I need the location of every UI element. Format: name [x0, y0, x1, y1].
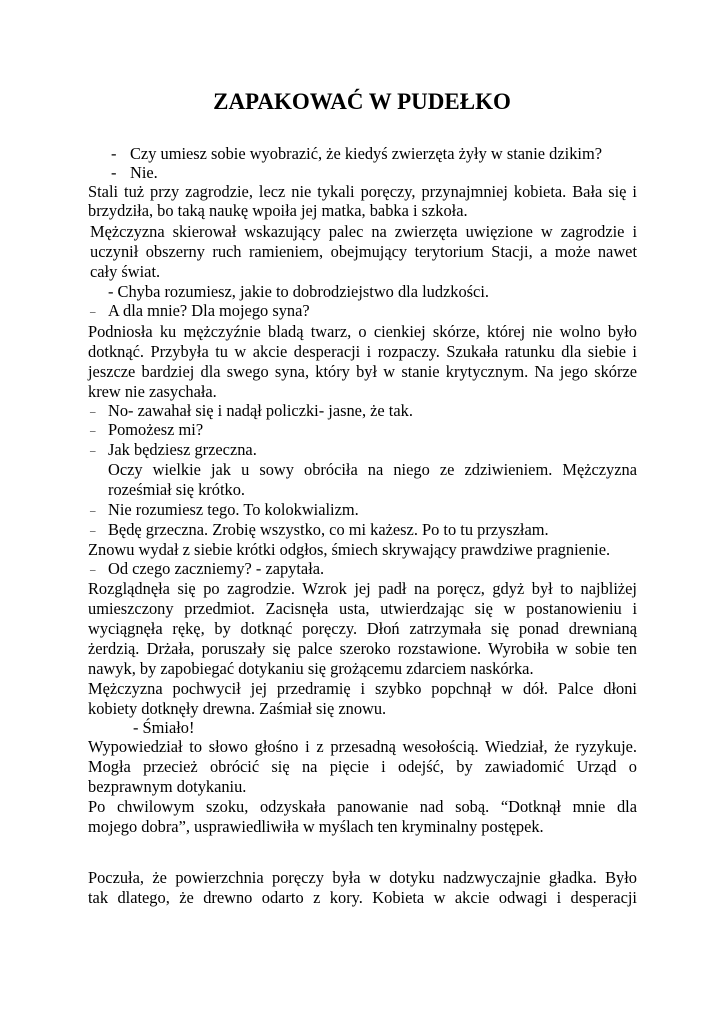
text-line: Nie. — [130, 163, 158, 182]
text-line: Mężczyzna skierował wskazujący palec na zwierzęta uwięzione w zagrodzie i — [90, 222, 637, 241]
bullet-dash: – — [90, 505, 96, 517]
text-line: kobiety dotknęły drewna. Zaśmiał się znowu. — [88, 699, 387, 718]
text-line: krew nie zasychała. — [88, 382, 217, 401]
text-line: dotknąć. Przybyła tu w akcie desperacji i rozpaczy. Szukała ratunku dla siebie i — [88, 342, 637, 361]
text-line: - Chyba rozumiesz, jakie to dobrodziejstwo dla ludzkości. — [108, 282, 489, 301]
text-line: - Śmiało! — [133, 718, 195, 737]
text-line: Nie rozumiesz tego. To kolokwializm. — [108, 500, 359, 519]
text-line: brzydziła, bo taką naukę wpoiła jej matka, babka i szkoła. — [88, 201, 468, 220]
text-line: Jak będziesz grzeczna. — [108, 440, 257, 459]
text-line: Mężczyzna pochwycił jej przedramię i szybko popchnął w dół. Palce dłoni — [88, 679, 637, 698]
text-line: Oczy wielkie jak u sowy obróciła na niego ze zdziwieniem. Mężczyzna — [108, 460, 637, 479]
text-line: nawyk, by zapobiegać dotykaniu się grożącemu zdarciem naskórka. — [88, 659, 534, 678]
text-line: Mogła przecież obrócić się na pięcie i odejść, by zawiadomić Urząd o — [88, 757, 637, 776]
text-line: Poczuła, że powierzchnia poręczy była w dotyku nadzwyczajnie gładka. Było — [88, 868, 637, 887]
text-line: bezprawnym dotykaniu. — [88, 777, 247, 796]
text-line: żerdzią. Drżała, poruszały się palce szeroko rozstawione. Wyrobiła w sobie ten — [88, 639, 637, 658]
bullet-dash: – — [90, 445, 96, 457]
text-line: mojego dobra”, usprawiedliwiła w myślach ten kryminalny postępek. — [88, 817, 544, 836]
text-line: Po chwilowym szoku, odzyskała panowanie nad sobą. “Dotknął mnie dla — [88, 797, 637, 816]
bullet-dash: – — [90, 564, 96, 576]
bullet-hyphen: - — [111, 163, 117, 182]
text-line: Czy umiesz sobie wyobrazić, że kiedyś zwierzęta żyły w stanie dzikim? — [130, 144, 602, 163]
bullet-dash: – — [90, 425, 96, 437]
text-line: Od czego zaczniemy? - zapytała. — [108, 559, 325, 578]
bullet-dash: – — [90, 306, 96, 318]
text-line: Znowu wydał z siebie krótki odgłos, śmiech skrywający prawdziwe pragnienie. — [88, 540, 611, 559]
bullet-dash: – — [90, 406, 96, 418]
text-line: Będę grzeczna. Zrobię wszystko, co mi każesz. Po to tu przyszłam. — [108, 520, 549, 539]
text-line: uczynił obszerny ruch ramieniem, obejmujący terytorium Stacji, a może nawet — [90, 242, 637, 261]
text-line: tak dlatego, że drewno odarto z kory. Kobieta w akcie odwagi i desperacji — [88, 888, 637, 907]
bullet-dash: – — [90, 525, 96, 537]
text-line: A dla mnie? Dla mojego syna? — [108, 301, 310, 320]
text-line: wyciągnęła rękę, by dotknąć poręczy. Dłoń zatrzymała się ponad drewnianą — [88, 619, 637, 638]
text-line: Stali tuż przy zagrodzie, lecz nie tykali poręczy, przynajmniej kobieta. Bała się i — [88, 182, 637, 201]
text-line: No- zawahał się i nadął policzki- jasne, że tak. — [108, 401, 413, 420]
text-line: roześmiał się krótko. — [108, 480, 246, 499]
text-line: cały świat. — [90, 262, 161, 281]
page-title: ZAPAKOWAĆ W PUDEŁKO — [213, 89, 511, 114]
text-line: Rozglądnęła się po zagrodzie. Wzrok jej padł na poręcz, gdyż był to najbliżej — [88, 579, 637, 598]
bullet-hyphen: - — [111, 144, 117, 163]
text-line: umieszczony przedmiot. Zacisnęła usta, utwierdzając się w postanowieniu i — [88, 599, 637, 618]
text-line: Wypowiedział to słowo głośno i z przesadną wesołością. Wiedział, że ryzykuje. — [88, 737, 637, 756]
text-line: Podniosła ku mężczyźnie bladą twarz, o cienkiej skórze, której nie wolno było — [88, 322, 637, 341]
text-line: jeszcze bardziej dla swego syna, który był w stanie krytycznym. Na jego skórze — [88, 362, 637, 381]
text-line: Pomożesz mi? — [108, 420, 204, 439]
